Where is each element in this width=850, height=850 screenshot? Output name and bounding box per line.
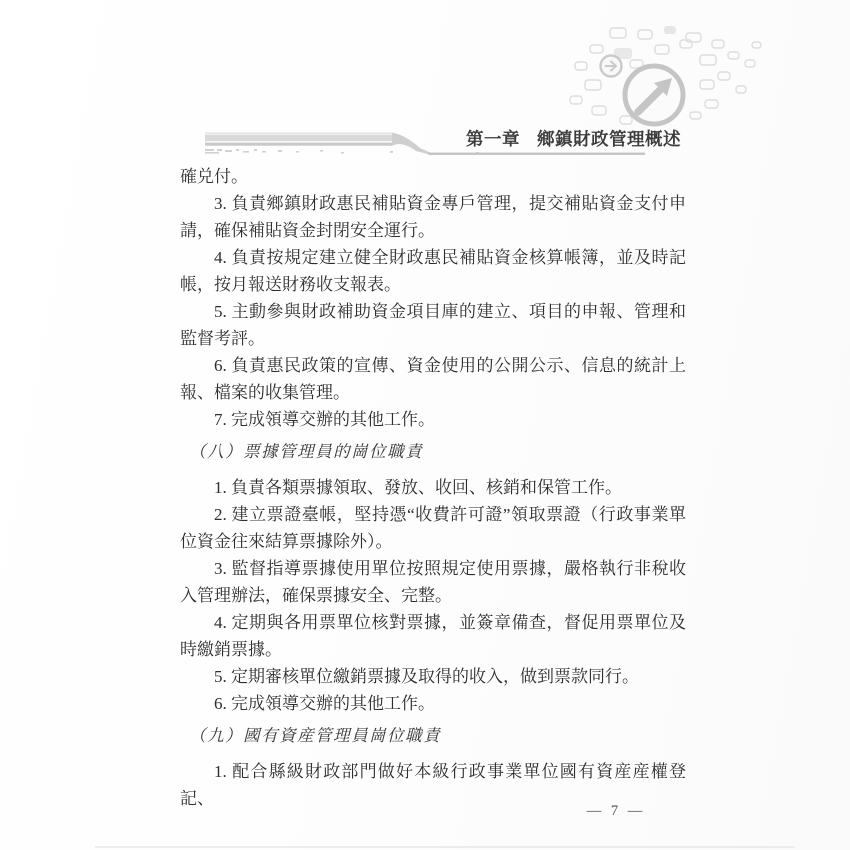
paragraph: 2. 建立票證臺帳，堅持憑“收費許可證”領取票證（行政事業單位資金往來結算票據除外）。 xyxy=(180,505,686,551)
paragraph: 1. 負責各類票據領取、發放、收回、核銷和保管工作。 xyxy=(214,478,622,497)
paragraph: 4. 定期與各用票單位核對票據，並簽章備查，督促用票單位及時繳銷票據。 xyxy=(180,613,686,659)
trend-arrow-circle-icon xyxy=(625,66,683,124)
paragraph: 6. 完成領導交辦的其他工作。 xyxy=(214,694,435,713)
chapter-number: 第一章 xyxy=(466,129,520,149)
paragraph: 5. 定期審核單位繳銷票據及取得的收入，做到票款同行。 xyxy=(214,667,639,686)
section-heading: （八）票據管理員的崗位職責 xyxy=(189,442,424,461)
chapter-header xyxy=(466,126,681,151)
page-number: — 7 — xyxy=(586,803,646,819)
paragraph: 3. 監督指導票據使用單位按照規定使用票據，嚴格執行非稅收入管理辦法，確保票據安全、完整。 xyxy=(180,559,686,605)
scan-edge-line xyxy=(95,846,795,848)
paragraph: 6. 負責惠民政策的宣傳、資金使用的公開公示、信息的統計上報、檔案的收集管理。 xyxy=(180,356,686,402)
chapter-title: 鄉鎮財政管理概述 xyxy=(537,129,681,149)
paragraph: 4. 負責按規定建立健全財政惠民補貼資金核算帳簿，並及時記帳，按月報送財務收支報表。 xyxy=(180,248,686,294)
paragraph: 3. 負責鄉鎮財政惠民補貼資金專戶管理，提交補貼資金支付申請，確保補貼資金封閉安全運行。 xyxy=(180,194,686,240)
paragraph: 5. 主動參與財政補助資金項目庫的建立、項目的申報、管理和監督考評。 xyxy=(180,302,686,348)
paragraph: 7. 完成領導交辦的其他工作。 xyxy=(214,410,435,429)
page-decorations xyxy=(0,0,850,175)
right-arrow-circle-icon xyxy=(601,56,622,77)
body-text xyxy=(180,163,686,812)
paragraph: 確兑付。 xyxy=(180,167,248,186)
section-heading: （九）國有資産管理員崗位職責 xyxy=(189,726,442,745)
paragraph: 1. 配合縣級財政部門做好本級行政事業單位國有資産産權登記、 xyxy=(180,762,686,808)
